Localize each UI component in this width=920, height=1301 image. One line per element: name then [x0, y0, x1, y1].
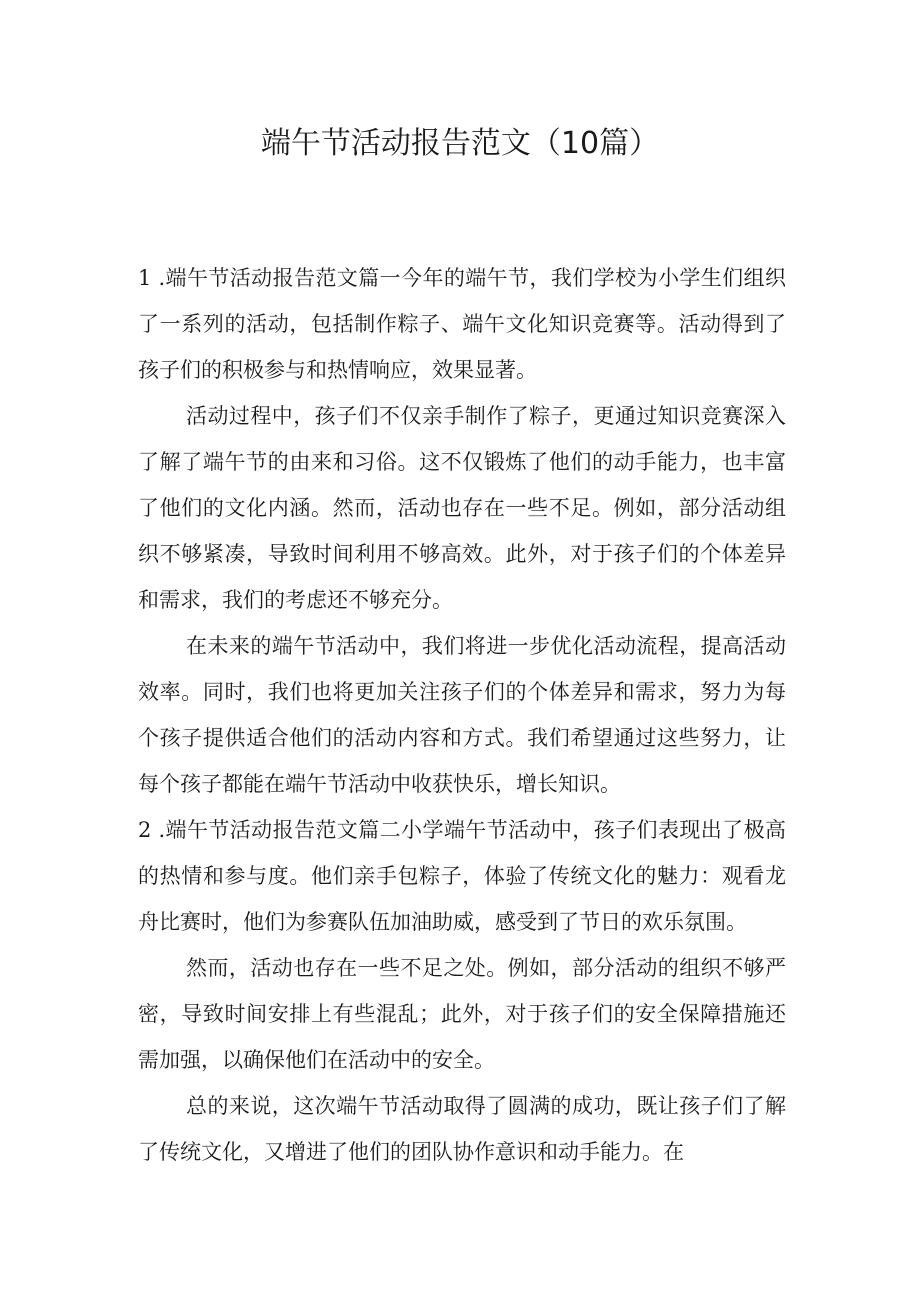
paragraph-1: 1 .端午节活动报告范文篇一今年的端午节，我们学校为小学生们组织了一系列的活动，包括制作粽子、端午文化知识竞赛等。活动得到了孩子们的积极参与和热情响应，效果显著。: [138, 266, 786, 382]
paragraph-2: 活动过程中，孩子们不仅亲手制作了粽子，更通过知识竞赛深入了解了端午节的由来和习俗。这不仅锻炼了他们的动手能力，也丰富了他们的文化内涵。然而，活动也存在一些不足。例如，部分活动组织不够紧凑，导致时间利用不够高效。此外，对于孩子们的个体差异和需求，我们的考虑还不够充分。: [138, 404, 786, 612]
paragraph-4: 2 .端午节活动报告范文篇二小学端午节活动中，孩子们表现出了极高的热情和参与度。他们亲手包粽子，体验了传统文化的魅力：观看龙舟比赛时，他们为参赛队伍加油助威，感受到了节日的欢乐氛围。: [138, 818, 786, 934]
paragraph-3: 在未来的端午节活动中，我们将进一步优化活动流程，提高活动效率。同时，我们也将更加关注孩子们的个体差异和需求，努力为每个孩子提供适合他们的活动内容和方式。我们希望通过这些努力，让每个孩子都能在端午节活动中收获快乐，增长知识。: [138, 634, 786, 796]
paragraph-6: 总的来说，这次端午节活动取得了圆满的成功，既让孩子们了解了传统文化，又增进了他们的团队协作意识和动手能力。在: [138, 1094, 786, 1164]
document-title: 端午节活动报告范文（10篇）: [260, 126, 660, 161]
paragraph-5: 然而，活动也存在一些不足之处。例如，部分活动的组织不够严密，导致时间安排上有些混乱；此外，对于孩子们的安全保障措施还需加强，以确保他们在活动中的安全。: [138, 956, 786, 1072]
document-body: [138, 255, 786, 1175]
